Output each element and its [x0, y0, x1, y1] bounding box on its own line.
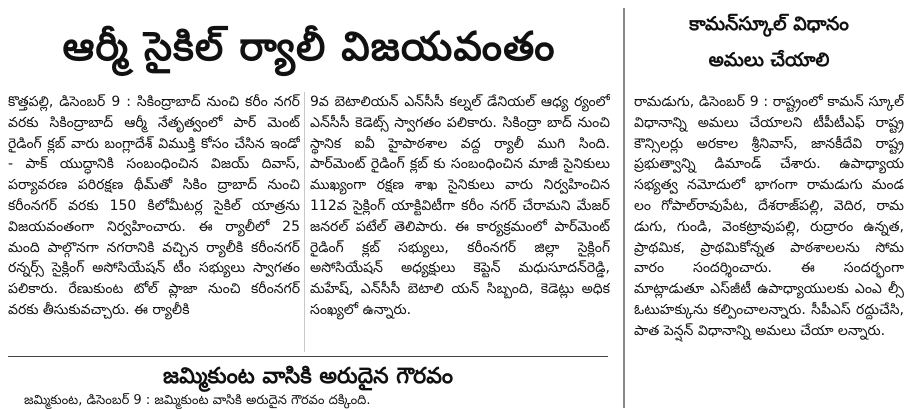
- sidebar-article-body: రామడుగు, డిసెంబర్ 9 : రాష్ట్రంలో కామన్ స్కూల్ విధానాన్ని అమలు చేయాలని టీపీటీఎఫ్ రాష్ట్ర కౌన్సిలర్లు అరకాల శ్రీనివాస్, జానకీదేవి రాష్ట్ర ప్రభుత్వాన్ని డిమాండ్ చేశారు. ఉపాధ్యాయ సభ్యత్వ నమోదులో భాగంగా రామడుగు మండ లం గోపాల్‌రావుపేట, దేశరాజ్‌పల్లి, వెదిర, రామ డుగు, గుండి, వెంకట్రావుపల్లి, రుద్రారం ఉన్నత, ప్రాథమిక, ప్రాథమికోన్నత పాఠశాలలను సోమ వారం సందర్శించారు. ఈ సందర్భంగా మాట్లాడుతూ ఎస్‌జీటీ ఉపాధ్యాయులకు ఎంఎ ల్సీ ఓటుహక్కును కల్పించాలన్నారు. సీపీఎస్ రద్దుచేసి, పాత పెన్షన్ విధానాన్ని అమలు చేయా లన్నారు.: [634, 94, 904, 339]
- main-article-column-left: కొత్తపల్లి, డిసెంబర్ 9 : సికింద్రాబాద్ నుంచి కరీం నగర్ వరకు సికింద్రాబాద్ ఆర్మీ నేతృత్వంలో పార్ మెంట్ రైడింగ్ క్లబ్ వారు బంగ్లాదేశ్ విముక్తి కోసం చేసిన ఇండో - పాక్ యుద్ధానికి సంబంధించిన విజయ్ దివాస్, పర్యావరణ పరిరక్షణ థీమ్‌తో సికిం ద్రాబాద్ నుంచి కరీంనగర్ వరకు 150 కిలోమీటర్ల సైకిల్ యాత్రను విజయవంతంగా నిర్వహించారు. ఈ ర్యాలీలో 25 మంది పాల్గొనగా నగరానికి వచ్చిన ర్యాలీకి కరీంనగర్ రన్నర్స్ సైక్లింగ్ అసోసియేషన్ టీం సభ్యులు స్వాగతం పలికారు. రేణుకుంట టోల్ ప్లాజా నుంచి కరీంనగర్ వరకు తీసుకువచ్చారు. ఈ ర్యాలీకి: [8, 94, 300, 318]
- sidebar-article-headline: [634, 6, 904, 80]
- main-article-headline: ఆర్మీ సైకిల్ ర్యాలీ విజయవంతం: [62, 24, 556, 70]
- main-article-column-mid: 9వ బెటాలియన్ ఎన్‌సీసీ కల్నల్ డేనియల్ ఆధ్య ర్యంలో ఎన్‌సీసీ కెడెట్స్ స్వాగతం పలికారు. సికింద్రా బాద్ నుంచి స్థానిక ఐవీ హైపాఠశాల వద్ద ర్యాలీ ముగి సింది. పార్‌మెంట్ రైడింగ్ క్లబ్ కు సంబంధించిన మాజీ సైనికులు ముఖ్యంగా రక్షణ శాఖ సైనికులు వారు నిర్వహించిన 112వ సైక్లింగ్ యాక్టివిటీగా కరీం నగర్ చేరామని మేజర్ జనరల్ పటేల్ తెలిపారు. ఈ కార్యక్రమంలో పార్‌మెంట్ రైడింగ్ క్లబ్ సభ్యులు, కరీంనగర్ జిల్లా సైక్లింగ్ అసోసియేషన్ అధ్యక్షులు కెప్టెన్ మధుసూదన్‌రెడ్డి, మహేష్, ఎన్‌సీసీ బెటాలి యన్ సిబ్బంది, కెడెట్లు అధిక సంఖ్యలో ఉన్నారు.: [310, 94, 610, 318]
- article-divider: [8, 356, 608, 357]
- sidebar-headline-line2: అమలు చేయాలి: [708, 49, 830, 71]
- second-article-lead: జమ్మికుంట, డిసెంబర్ 9 : జమ్మికుంట వాసికి అరుదైన గౌరవం దక్కింది.: [24, 393, 371, 408]
- sidebar-divider: [623, 8, 625, 408]
- sidebar-headline-line1: కామన్‌స్కూల్ విధానం: [689, 13, 849, 35]
- second-article-headline: జమ్మికుంట వాసికి అరుదైన గౌరవం: [163, 364, 453, 389]
- column-divider: [304, 92, 305, 352]
